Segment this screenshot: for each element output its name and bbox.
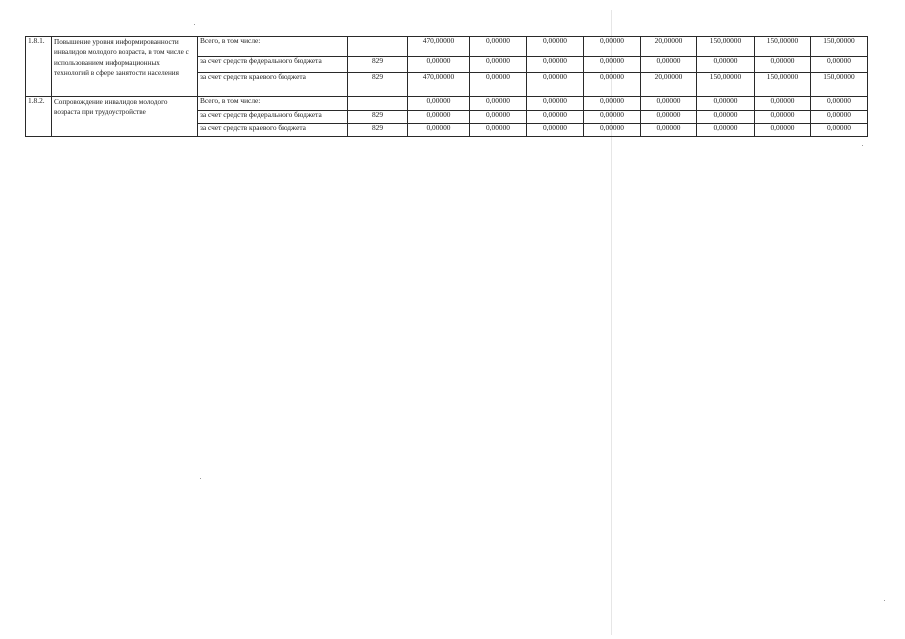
value-cell: 0,00000 — [470, 111, 527, 124]
value-cell: 150,00000 — [811, 37, 868, 57]
value-cell: 0,00000 — [408, 97, 470, 111]
value-cell: 0,00000 — [470, 97, 527, 111]
value-cell: 150,00000 — [755, 73, 811, 97]
value-cell: 0,00000 — [584, 37, 641, 57]
scan-speck — [862, 145, 863, 146]
value-cell: 0,00000 — [697, 57, 755, 73]
value-cell: 0,00000 — [641, 57, 697, 73]
value-cell: 0,00000 — [470, 37, 527, 57]
value-cell: 0,00000 — [584, 57, 641, 73]
budget-code: 829 — [348, 111, 408, 124]
value-cell: 0,00000 — [584, 97, 641, 111]
value-cell: 0,00000 — [641, 124, 697, 137]
activity-name: Сопровождение инвалидов молодого возраста при трудоустройстве — [52, 97, 198, 137]
value-cell: 150,00000 — [755, 37, 811, 57]
value-cell: 0,00000 — [697, 97, 755, 111]
row-index: 1.8.1. — [26, 37, 52, 97]
value-cell: 0,00000 — [470, 57, 527, 73]
value-cell: 0,00000 — [527, 57, 584, 73]
value-cell: 0,00000 — [584, 111, 641, 124]
funding-source-label: за счет средств краевого бюджета — [198, 73, 348, 97]
scan-speck — [200, 478, 201, 479]
activity-name: Повышение уровня информированности инвалидов молодого возраста, в том числе с использованием информационных технологий в сфере занятости населения — [52, 37, 198, 97]
value-cell: 0,00000 — [697, 124, 755, 137]
value-cell: 0,00000 — [811, 124, 868, 137]
funding-source-label: Всего, в том числе: — [198, 97, 348, 111]
value-cell: 0,00000 — [811, 97, 868, 111]
budget-code — [348, 97, 408, 111]
value-cell: 150,00000 — [697, 73, 755, 97]
value-cell: 0,00000 — [641, 97, 697, 111]
value-cell: 0,00000 — [408, 124, 470, 137]
budget-code: 829 — [348, 73, 408, 97]
value-cell: 20,00000 — [641, 37, 697, 57]
scan-speck — [884, 600, 885, 601]
budget-code — [348, 37, 408, 57]
value-cell: 150,00000 — [697, 37, 755, 57]
funding-source-label: за счет средств федерального бюджета — [198, 57, 348, 73]
budget-table — [25, 36, 868, 137]
value-cell: 0,00000 — [527, 97, 584, 111]
row-index: 1.8.2. — [26, 97, 52, 137]
value-cell: 0,00000 — [527, 111, 584, 124]
value-cell: 150,00000 — [811, 73, 868, 97]
value-cell: 20,00000 — [641, 73, 697, 97]
value-cell: 0,00000 — [584, 73, 641, 97]
value-cell: 0,00000 — [527, 124, 584, 137]
value-cell: 0,00000 — [527, 37, 584, 57]
budget-code: 829 — [348, 57, 408, 73]
value-cell: 0,00000 — [470, 73, 527, 97]
funding-source-label: за счет средств федерального бюджета — [198, 111, 348, 124]
value-cell: 0,00000 — [641, 111, 697, 124]
value-cell: 0,00000 — [584, 124, 641, 137]
scan-speck — [194, 24, 195, 25]
value-cell: 0,00000 — [470, 124, 527, 137]
value-cell: 0,00000 — [755, 124, 811, 137]
value-cell: 0,00000 — [408, 57, 470, 73]
funding-source-label: за счет средств краевого бюджета — [198, 124, 348, 137]
value-cell: 0,00000 — [527, 73, 584, 97]
value-cell: 0,00000 — [811, 57, 868, 73]
value-cell: 0,00000 — [755, 57, 811, 73]
value-cell: 0,00000 — [408, 111, 470, 124]
value-cell: 0,00000 — [811, 111, 868, 124]
value-cell: 470,00000 — [408, 37, 470, 57]
budget-code: 829 — [348, 124, 408, 137]
table-row — [26, 97, 868, 111]
value-cell: 0,00000 — [755, 111, 811, 124]
funding-source-label: Всего, в том числе: — [198, 37, 348, 57]
table-row — [26, 37, 868, 57]
value-cell: 0,00000 — [697, 111, 755, 124]
value-cell: 470,00000 — [408, 73, 470, 97]
value-cell: 0,00000 — [755, 97, 811, 111]
